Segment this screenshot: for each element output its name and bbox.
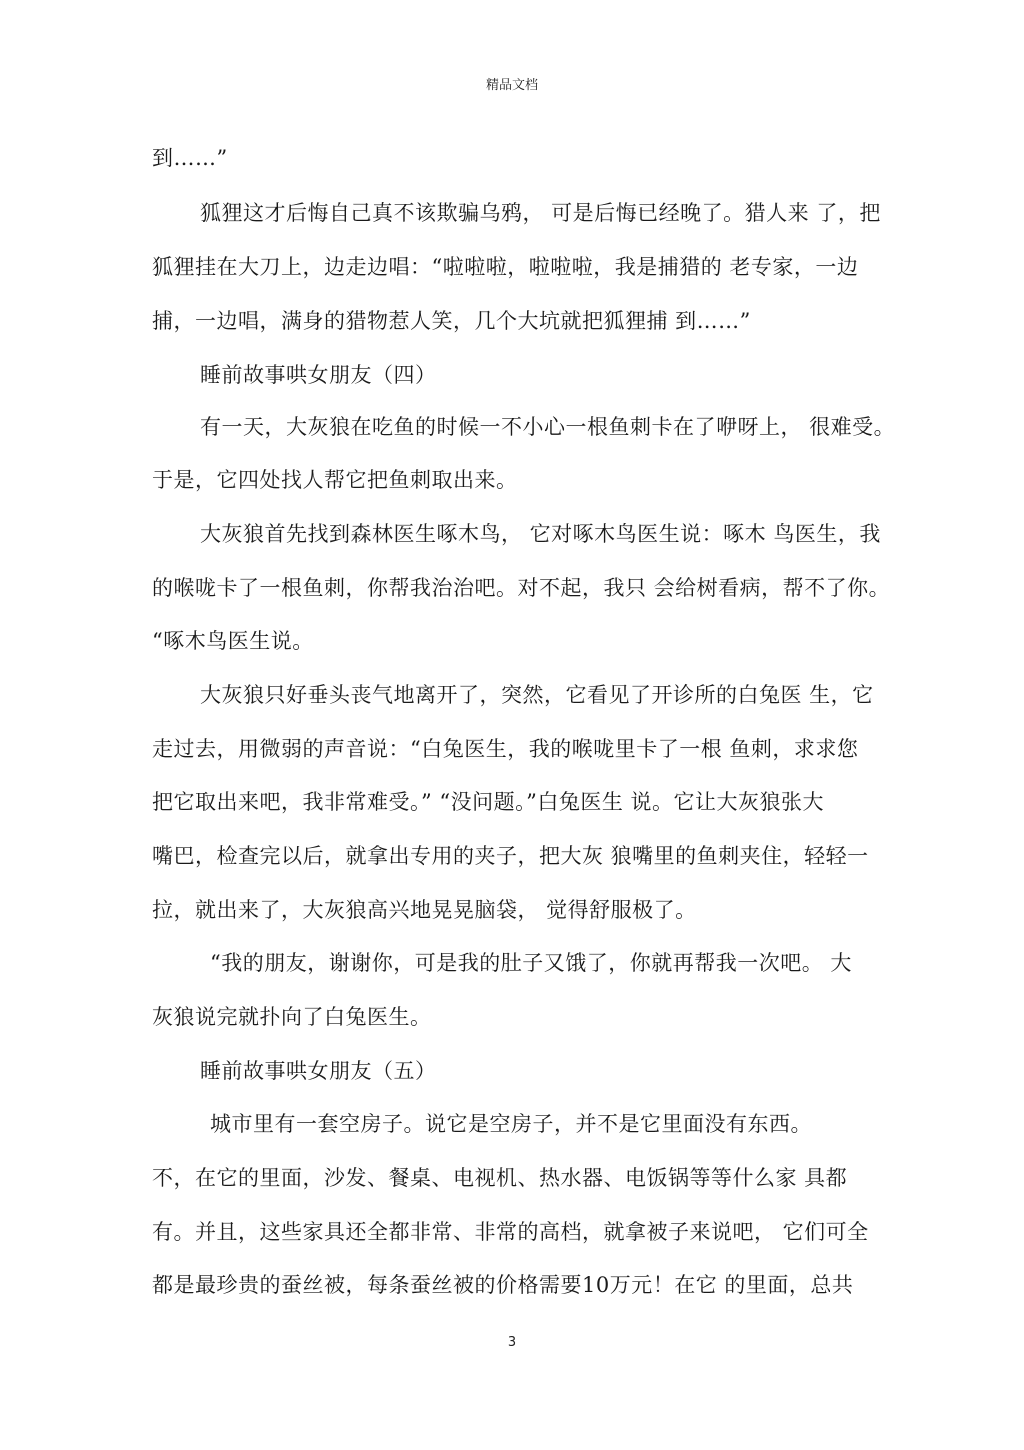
text-line: 都是最珍贵的蚕丝被，每条蚕丝被的价格需要10万元！在它 的里面，总共 [152, 1273, 854, 1297]
section-heading: 睡前故事哄女朋友（五） [200, 1059, 437, 1083]
text-line: 城市里有一套空房子。说它是空房子，并不是它里面没有东西。 [210, 1112, 812, 1136]
text-line: 大灰狼首先找到森林医生啄木鸟， 它对啄木鸟医生说：啄木 鸟医生，我 [200, 522, 881, 546]
text-line: 有一天，大灰狼在吃鱼的时候一不小心一根鱼刺卡在了咿呀上， 很难受。 [200, 415, 896, 439]
text-line: 把它取出来吧，我非常难受。” “没问题。”白兔医生 说。它让大灰狼张大 [152, 790, 825, 814]
text-line: 狐狸这才后悔自己真不该欺骗乌鸦， 可是后悔已经晚了。猎人来 了，把 [200, 201, 881, 225]
text-line: 于是，它四处找人帮它把鱼刺取出来。 [152, 468, 518, 492]
text-line: 狐狸挂在大刀上，边走边唱：“啦啦啦，啦啦啦，我是捕猎的 老专家，一边 [152, 255, 859, 279]
text-line: “我的朋友，谢谢你，可是我的肚子又饿了，你就再帮我一次吧。 大 [210, 951, 852, 975]
text-line: 到……” [152, 146, 228, 170]
text-line: 捕，一边唱，满身的猎物惹人笑，几个大坑就把狐狸捕 到……” [152, 309, 751, 333]
text-line: 大灰狼只好垂头丧气地离开了，突然，它看见了开诊所的白兔医 生，它 [200, 683, 874, 707]
text-line: 的喉咙卡了一根鱼刺，你帮我治治吧。对不起，我只 会给树看病，帮不了你。 [152, 576, 891, 600]
text-line: 灰狼说完就扑向了白兔医生。 [152, 1005, 432, 1029]
text-line: 拉，就出来了，大灰狼高兴地晃晃脑袋， 觉得舒服极了。 [152, 898, 697, 922]
text-line: 嘴巴，检查完以后，就拿出专用的夹子，把大灰 狼嘴里的鱼刺夹住，轻轻一 [152, 844, 869, 868]
text-line: 走过去，用微弱的声音说：“白兔医生，我的喉咙里卡了一根 鱼刺，求求您 [152, 737, 859, 761]
text-line: 不，在它的里面，沙发、餐桌、电视机、热水器、电饭锅等等什么家 具都 [152, 1166, 848, 1190]
page-number: 3 [507, 1335, 517, 1350]
section-heading: 睡前故事哄女朋友（四） [200, 363, 437, 387]
text-line: 有。并且，这些家具还全都非常、非常的高档，就拿被子来说吧， 它们可全 [152, 1220, 869, 1244]
text-line: “啄木鸟医生说。 [152, 629, 314, 653]
page-header: 精品文档 [485, 78, 538, 93]
